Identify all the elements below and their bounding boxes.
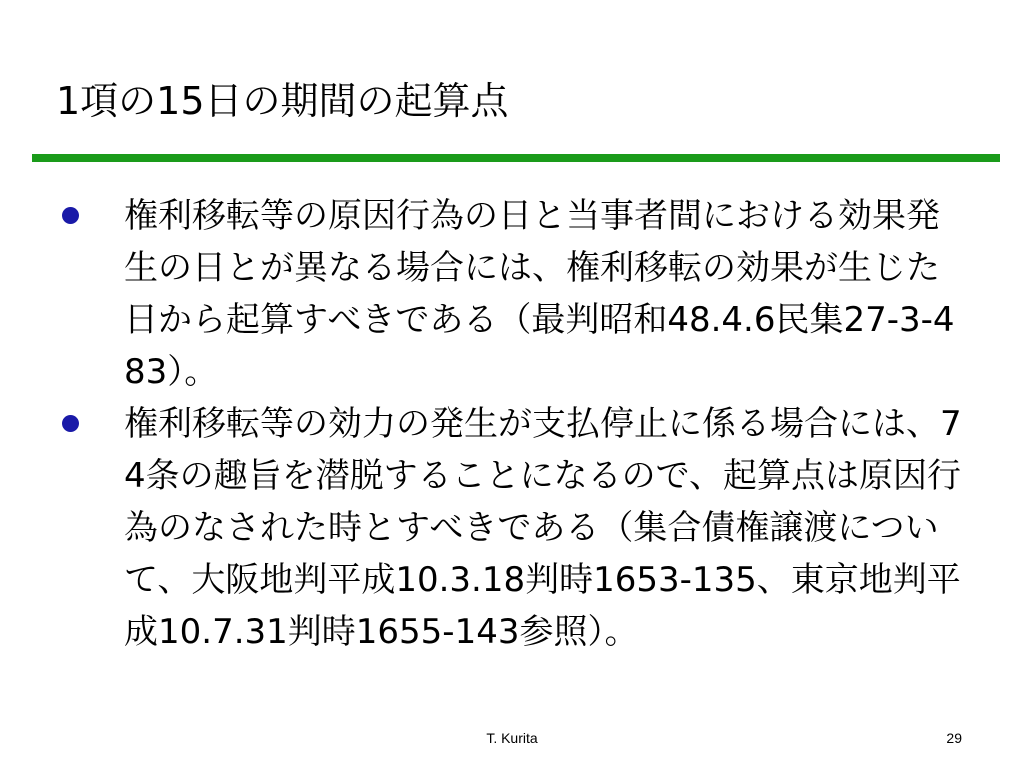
bullet-item: [56, 190, 968, 398]
page-number: 29: [946, 730, 962, 746]
slide-title: 1項の15日の期間の起算点: [56, 79, 509, 123]
footer-author: T. Kurita: [486, 730, 538, 746]
bullet-dot-icon: [62, 207, 79, 224]
bullet-text: 権利移転等の効力の発生が支払停止に係る場合には、74条の趣旨を潜脱することになるので、起算点は原因行為のなされた時とすべきである（集合債権譲渡について、大阪地判平成10.3.18判時1653-135、東京地判平成10.7.31判時1655-143参照）。: [124, 404, 962, 652]
bullet-dot-icon: [62, 415, 79, 432]
bullet-text: 権利移転等の原因行為の日と当事者間における効果発生の日とが異なる場合には、権利移転の効果が生じた日から起算すべきである（最判昭和48.4.6民集27-3-483）。: [124, 196, 955, 392]
bullet-item: [56, 398, 968, 658]
bullet-list: [56, 190, 968, 658]
title-divider: [32, 154, 1000, 162]
